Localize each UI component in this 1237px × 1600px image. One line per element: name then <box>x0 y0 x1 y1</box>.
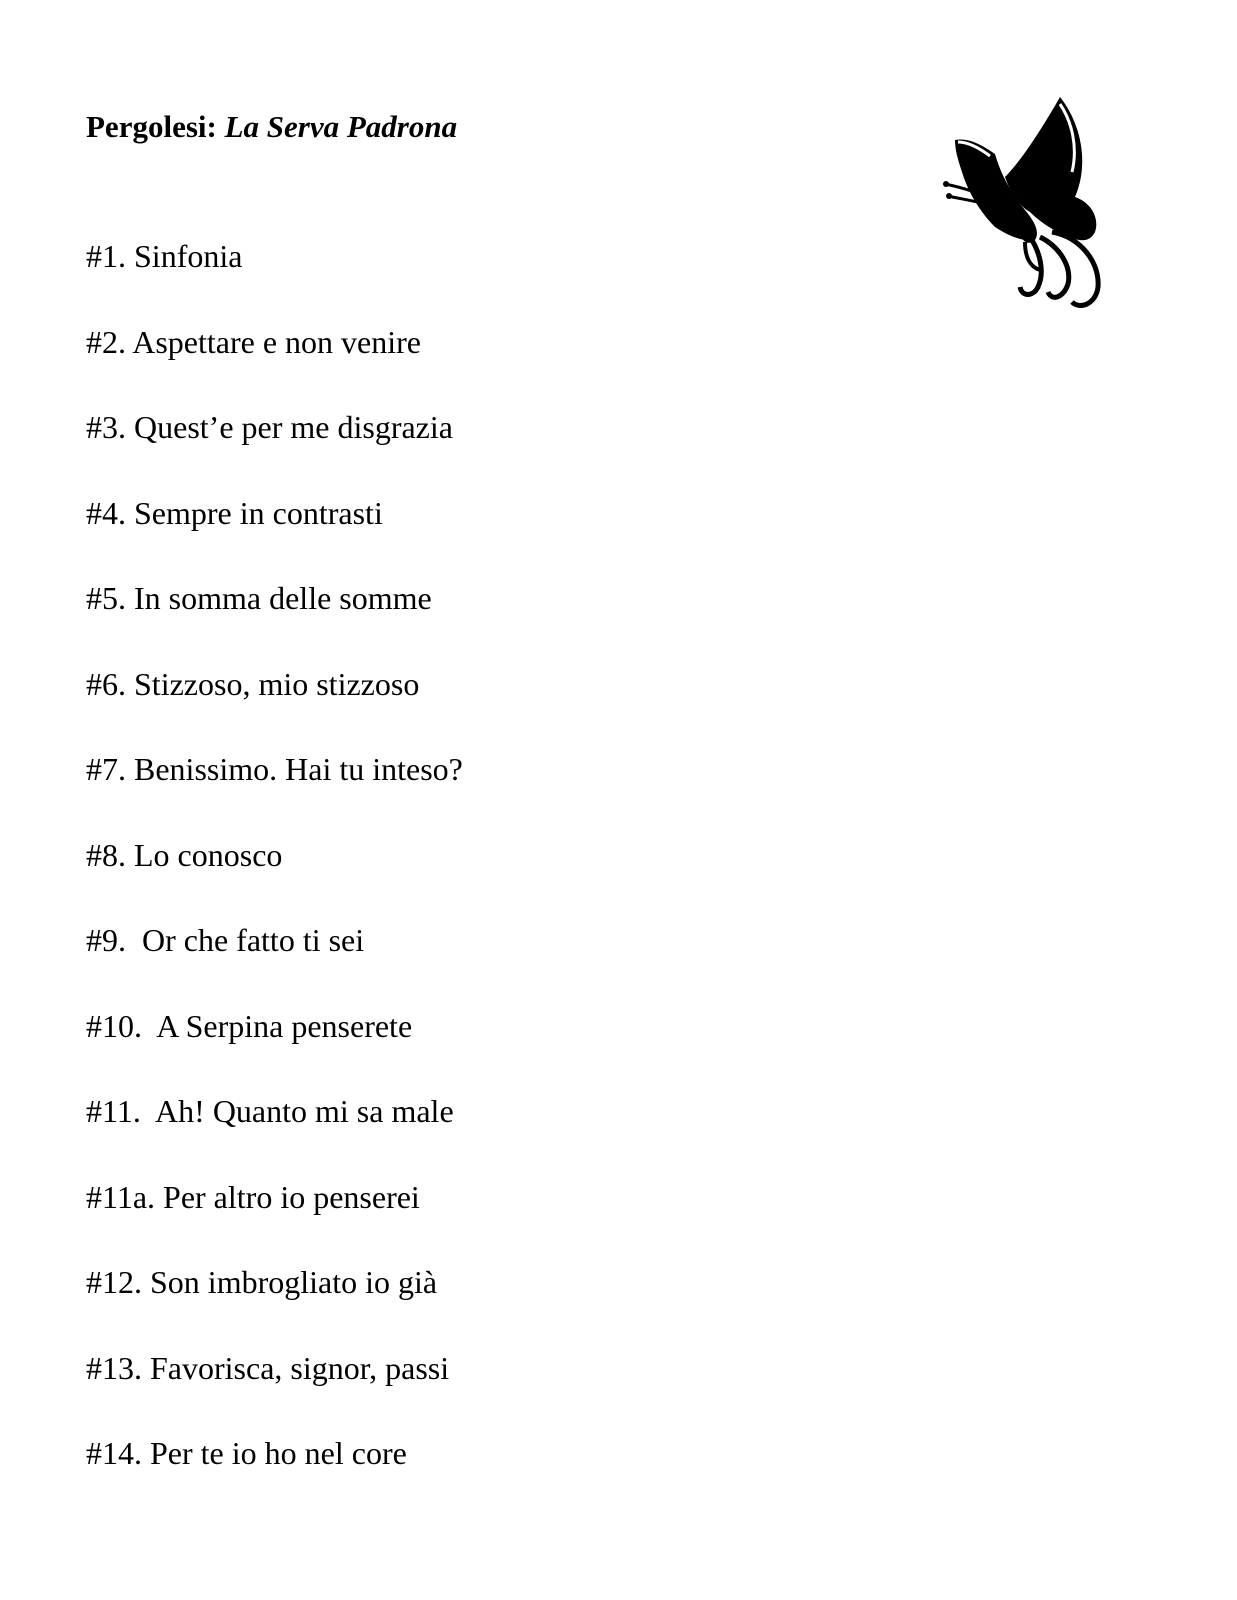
list-item: #7. Benissimo. Hai tu inteso? <box>86 751 463 787</box>
list-item: #6. Stizzoso, mio stizzoso <box>86 665 420 702</box>
list-item: #4. Sempre in contrasti <box>86 494 383 531</box>
list-item: #11a. Per altro io penserei <box>86 1178 420 1215</box>
composer-name: Pergolesi: <box>86 109 217 144</box>
list-item: #9. Or che fatto ti sei <box>86 922 365 958</box>
list-item: #10. A Serpina penserete <box>86 1007 413 1044</box>
list-item: #13. Favorisca, signor, passi <box>86 1349 450 1386</box>
list-item: #14. Per te io ho nel core <box>86 1435 407 1471</box>
page-title <box>86 108 457 146</box>
list-item: #2. Aspettare e non venire <box>86 323 421 360</box>
work-title: La Serva Padrona <box>224 109 458 144</box>
track-list <box>86 236 463 1519</box>
list-item: #5. In somma delle somme <box>86 580 432 616</box>
list-item: #1. Sinfonia <box>86 238 243 274</box>
list-item: #11. Ah! Quanto mi sa male <box>86 1093 454 1129</box>
list-item: #3. Quest’e per me disgrazia <box>86 409 453 445</box>
list-item: #12. Son imbrogliato io già <box>86 1264 438 1300</box>
list-item: #8. Lo conosco <box>86 836 283 873</box>
butterfly-icon <box>940 92 1120 317</box>
